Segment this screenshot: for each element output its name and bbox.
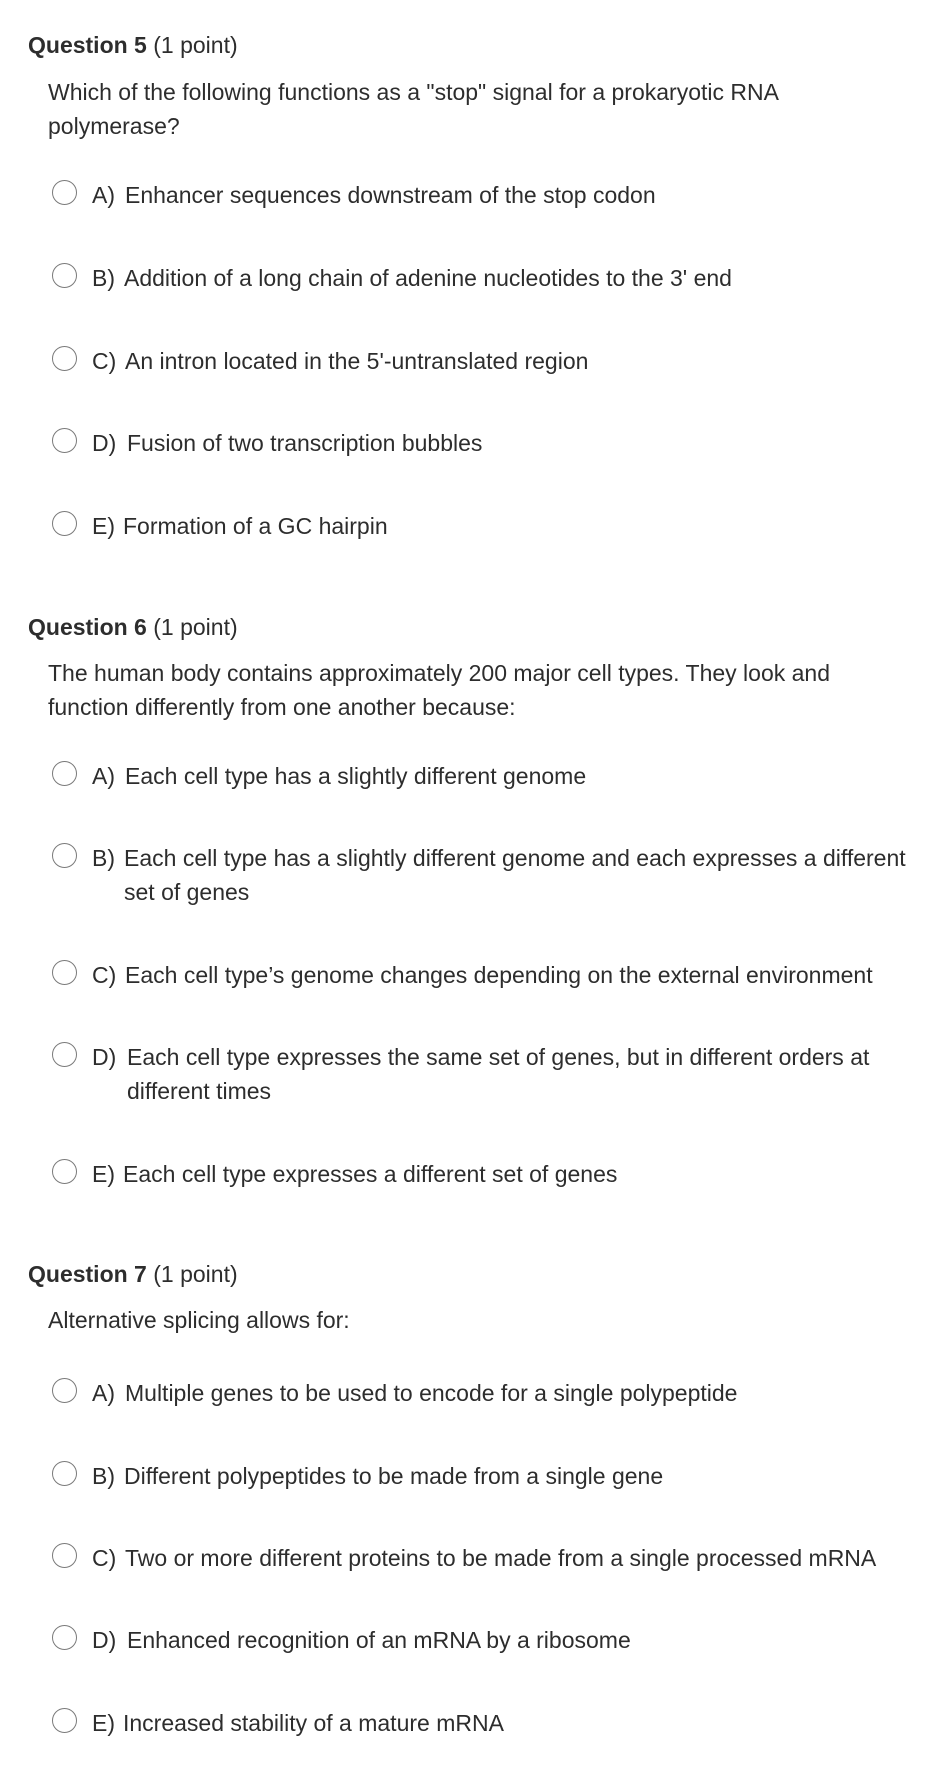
option-label: Enhancer sequences downstream of the stop codon <box>125 182 656 208</box>
question-title: Question 6 <box>28 614 147 640</box>
question-points: (1 point) <box>153 32 238 58</box>
option-letter: B) <box>92 265 115 291</box>
radio-button[interactable] <box>52 1461 77 1486</box>
option-letter: D) <box>92 1627 117 1653</box>
option-letter: C) <box>92 1545 117 1571</box>
option-letter: C) <box>92 962 117 988</box>
option-letter: E) <box>92 513 115 539</box>
radio-button[interactable] <box>52 511 77 536</box>
radio-button[interactable] <box>52 180 77 205</box>
radio-button[interactable] <box>52 1042 77 1067</box>
option-letter: D) <box>92 1044 117 1070</box>
option-letter: B) <box>92 1463 115 1489</box>
radio-button[interactable] <box>52 263 77 288</box>
option-label: Each cell type has a slightly different genome <box>125 763 587 789</box>
radio-button[interactable] <box>52 960 77 985</box>
radio-button[interactable] <box>52 843 77 868</box>
radio-button[interactable] <box>52 428 77 453</box>
radio-button[interactable] <box>52 761 77 786</box>
question-title: Question 7 <box>28 1261 147 1287</box>
question-header <box>28 1259 238 1289</box>
option-letter: D) <box>92 430 117 456</box>
radio-button[interactable] <box>52 1159 77 1184</box>
question-header <box>28 612 238 642</box>
option-label: Enhanced recognition of an mRNA by a ribosome <box>127 1627 631 1653</box>
option-letter: C) <box>92 348 117 374</box>
option-letter: E) <box>92 1161 115 1187</box>
option-label: Each cell type expresses a different set of genes <box>123 1161 618 1187</box>
option-label: Each cell type has a slightly different genome and each expresses a different set of genes <box>124 845 906 905</box>
option-label: Different polypeptides to be made from a single gene <box>124 1463 664 1489</box>
question-header <box>28 30 238 60</box>
radio-button[interactable] <box>52 1625 77 1650</box>
question-points: (1 point) <box>153 614 238 640</box>
radio-button[interactable] <box>52 1708 77 1733</box>
option-label: An intron located in the 5'-untranslated region <box>125 348 589 374</box>
option-label: Each cell type expresses the same set of genes, but in different orders at different times <box>127 1044 870 1104</box>
radio-button[interactable] <box>52 1378 77 1403</box>
option-label: Formation of a GC hairpin <box>123 513 388 539</box>
question-title: Question 5 <box>28 32 147 58</box>
option-label: Multiple genes to be used to encode for a single polypeptide <box>125 1380 738 1406</box>
option-letter: A) <box>92 1380 115 1406</box>
radio-button[interactable] <box>52 346 77 371</box>
option-letter: B) <box>92 845 115 871</box>
radio-button[interactable] <box>52 1543 77 1568</box>
option-letter: E) <box>92 1710 115 1736</box>
option-label: Fusion of two transcription bubbles <box>127 430 483 456</box>
option-letter: A) <box>92 182 115 208</box>
option-label: Addition of a long chain of adenine nucleotides to the 3' end <box>124 265 732 291</box>
question-prompt: Alternative splicing allows for: <box>48 1307 350 1333</box>
option-label: Increased stability of a mature mRNA <box>123 1710 504 1736</box>
option-label: Each cell type’s genome changes depending on the external environment <box>125 962 873 988</box>
option-label: Two or more different proteins to be made from a single processed mRNA <box>125 1545 877 1571</box>
question-prompt: The human body contains approximately 200 major cell types. They look and function differently from one another because: <box>48 660 831 720</box>
option-letter: A) <box>92 763 115 789</box>
question-prompt: Which of the following functions as a "stop" signal for a prokaryotic RNA polymerase? <box>48 79 778 139</box>
question-points: (1 point) <box>153 1261 238 1287</box>
